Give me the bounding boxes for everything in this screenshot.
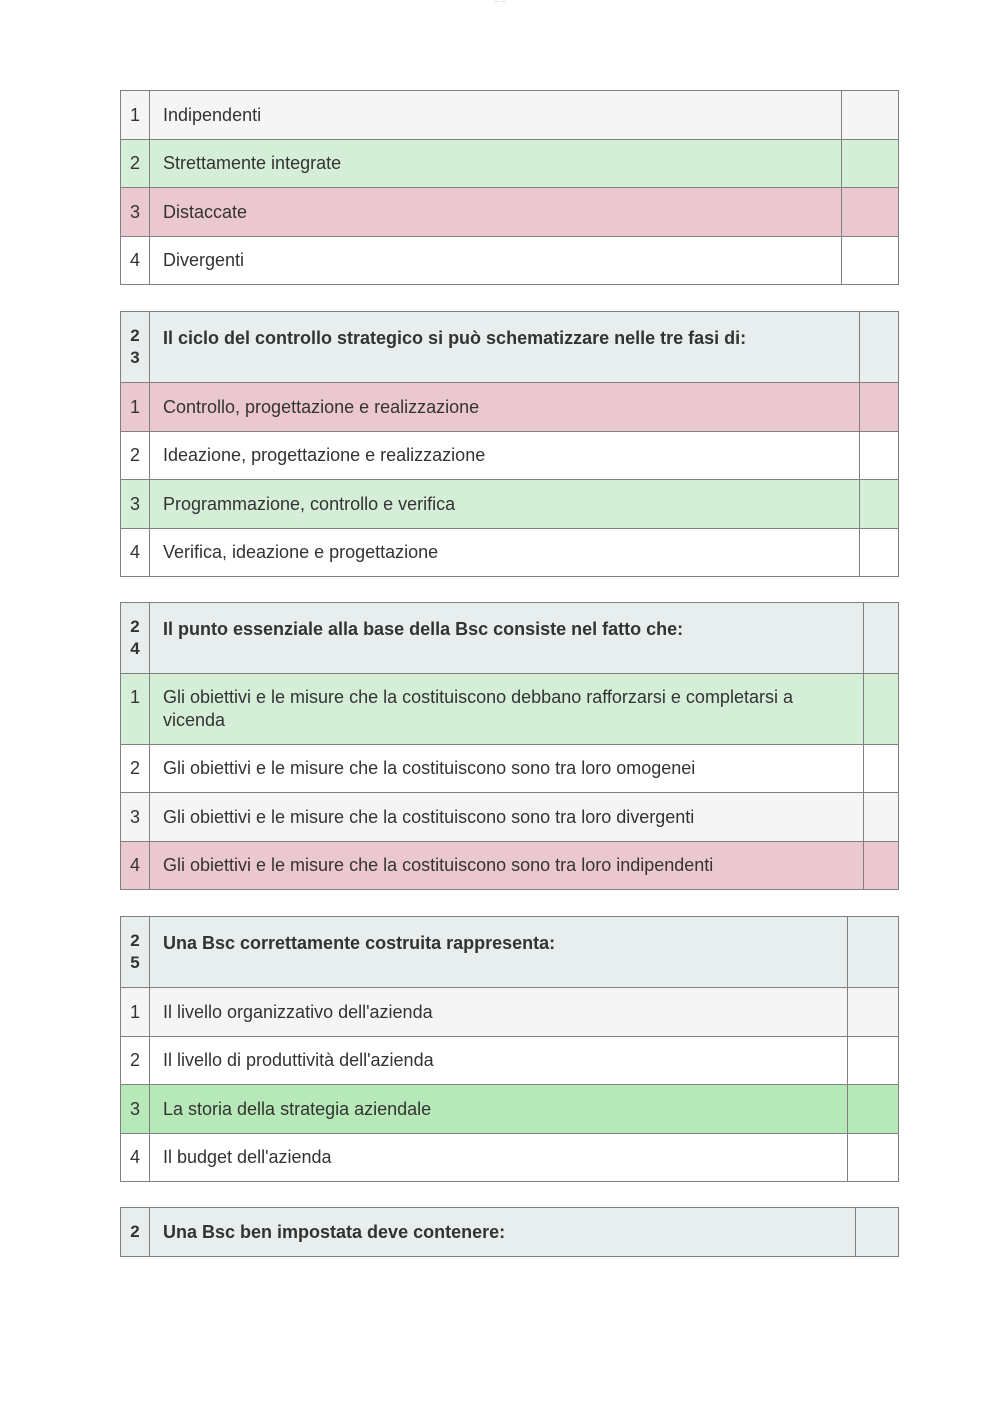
option-number: 4 xyxy=(121,1134,150,1182)
question-mark-cell xyxy=(856,1208,899,1257)
question-table-26 xyxy=(120,1207,899,1257)
option-mark-cell xyxy=(864,745,899,793)
answer-option-2[interactable] xyxy=(121,432,899,480)
answer-option-1[interactable] xyxy=(121,91,899,140)
option-mark-cell xyxy=(860,383,899,432)
option-text: Gli obiettivi e le misure che la costituiscono debbano rafforzarsi e completarsi a vicenda xyxy=(150,674,864,745)
option-number: 1 xyxy=(121,383,150,432)
question-header xyxy=(121,1208,899,1257)
option-mark-cell xyxy=(848,1085,899,1134)
option-mark-cell xyxy=(848,988,899,1037)
question-header xyxy=(121,917,899,988)
option-text: Strettamente integrate xyxy=(150,140,842,188)
question-mark-cell xyxy=(848,917,899,988)
option-mark-cell xyxy=(864,842,899,890)
question-mark-cell xyxy=(860,312,899,383)
question-text: Una Bsc ben impostata deve contenere: xyxy=(150,1208,856,1257)
option-text: Distaccate xyxy=(150,188,842,237)
question-number: 2 xyxy=(121,1208,150,1257)
option-mark-cell xyxy=(842,188,899,237)
answer-option-4[interactable] xyxy=(121,237,899,285)
question-mark-cell xyxy=(864,603,899,674)
option-number: 4 xyxy=(121,529,150,577)
option-text: Gli obiettivi e le misure che la costituiscono sono tra loro indipendenti xyxy=(150,842,864,890)
answer-option-3[interactable] xyxy=(121,188,899,237)
option-number: 3 xyxy=(121,480,150,529)
answer-option-3[interactable] xyxy=(121,480,899,529)
question-header xyxy=(121,312,899,383)
option-number: 4 xyxy=(121,237,150,285)
option-mark-cell xyxy=(864,793,899,842)
answer-option-2[interactable] xyxy=(121,140,899,188)
option-number: 2 xyxy=(121,745,150,793)
option-mark-cell xyxy=(860,529,899,577)
option-text: Programmazione, controllo e verifica xyxy=(150,480,860,529)
question-number: 2 5 xyxy=(121,917,150,988)
question-header xyxy=(121,603,899,674)
answer-option-1[interactable] xyxy=(121,988,899,1037)
option-number: 3 xyxy=(121,793,150,842)
option-mark-cell xyxy=(842,91,899,140)
option-number: 1 xyxy=(121,91,150,140)
question-text: Una Bsc correttamente costruita rappresenta: xyxy=(150,917,848,988)
option-number: 1 xyxy=(121,988,150,1037)
option-mark-cell xyxy=(860,432,899,480)
option-text: Ideazione, progettazione e realizzazione xyxy=(150,432,860,480)
option-text: Gli obiettivi e le misure che la costituiscono sono tra loro omogenei xyxy=(150,745,864,793)
question-table-24 xyxy=(120,602,899,890)
question-text: Il punto essenziale alla base della Bsc consiste nel fatto che: xyxy=(150,603,864,674)
option-mark-cell xyxy=(864,674,899,745)
option-text: La storia della strategia aziendale xyxy=(150,1085,848,1134)
option-text: Gli obiettivi e le misure che la costituiscono sono tra loro divergenti xyxy=(150,793,864,842)
answer-option-2[interactable] xyxy=(121,1037,899,1085)
answer-option-2[interactable] xyxy=(121,745,899,793)
question-number: 2 4 xyxy=(121,603,150,674)
answer-option-1[interactable] xyxy=(121,383,899,432)
answer-option-3[interactable] xyxy=(121,793,899,842)
question-table-22 xyxy=(120,90,899,285)
option-number: 2 xyxy=(121,140,150,188)
option-text: Il livello di produttività dell'azienda xyxy=(150,1037,848,1085)
option-text: Indipendenti xyxy=(150,91,842,140)
option-number: 4 xyxy=(121,842,150,890)
answer-option-3[interactable] xyxy=(121,1085,899,1134)
page-header-mark: — — xyxy=(494,0,506,5)
option-number: 2 xyxy=(121,1037,150,1085)
option-mark-cell xyxy=(842,237,899,285)
option-mark-cell xyxy=(860,480,899,529)
question-table-23 xyxy=(120,311,899,577)
option-mark-cell xyxy=(842,140,899,188)
option-mark-cell xyxy=(848,1134,899,1182)
option-number: 2 xyxy=(121,432,150,480)
option-text: Il budget dell'azienda xyxy=(150,1134,848,1182)
question-table-25 xyxy=(120,916,899,1182)
option-number: 3 xyxy=(121,188,150,237)
question-number: 2 3 xyxy=(121,312,150,383)
option-text: Verifica, ideazione e progettazione xyxy=(150,529,860,577)
option-text: Divergenti xyxy=(150,237,842,285)
option-mark-cell xyxy=(848,1037,899,1085)
question-text: Il ciclo del controllo strategico si può schematizzare nelle tre fasi di: xyxy=(150,312,860,383)
answer-option-4[interactable] xyxy=(121,529,899,577)
option-text: Controllo, progettazione e realizzazione xyxy=(150,383,860,432)
option-number: 1 xyxy=(121,674,150,745)
answer-option-4[interactable] xyxy=(121,842,899,890)
option-text: Il livello organizzativo dell'azienda xyxy=(150,988,848,1037)
option-number: 3 xyxy=(121,1085,150,1134)
answer-option-1[interactable] xyxy=(121,674,899,745)
answer-option-4[interactable] xyxy=(121,1134,899,1182)
